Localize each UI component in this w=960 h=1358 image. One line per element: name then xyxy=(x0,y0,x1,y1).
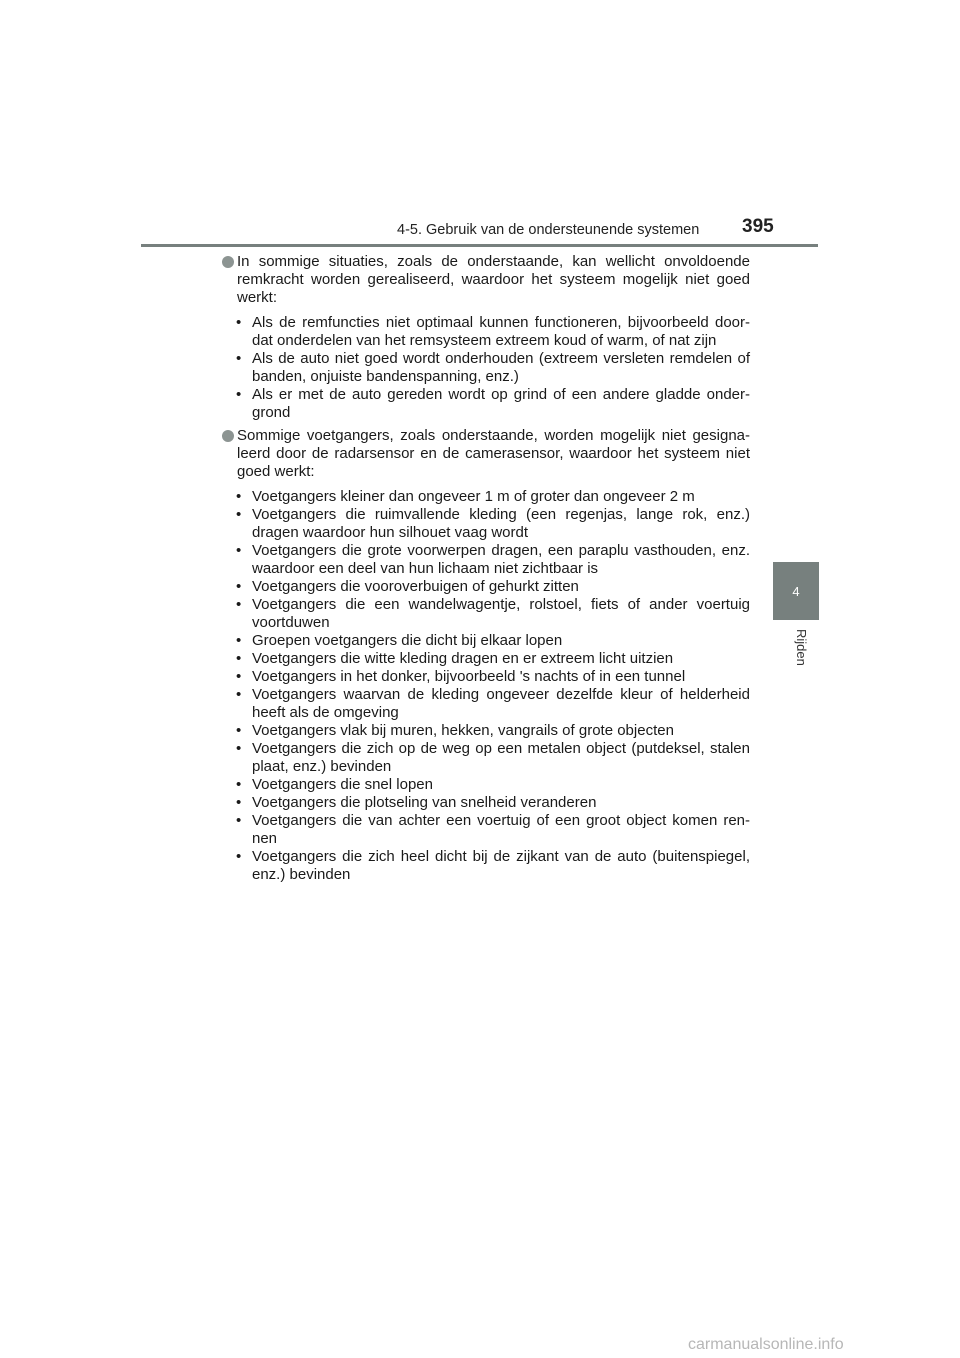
section xyxy=(222,427,750,481)
list-item-text: Voetgangers vlak bij muren, hekken, vangrails of grote objecten xyxy=(252,722,674,739)
list-item-text: Als er met de auto gereden wordt op grind of een andere gladde onder-grond xyxy=(252,386,750,421)
list-item-text: Voetgangers die snel lopen xyxy=(252,776,433,793)
bullet-dot-icon: • xyxy=(236,794,242,811)
list-item xyxy=(222,812,750,848)
list-item xyxy=(222,350,750,386)
list-item xyxy=(222,386,750,422)
list-item xyxy=(222,314,750,350)
list-item xyxy=(222,542,750,578)
section-intro: Sommige voetgangers, zoals onderstaande, worden mogelijk niet gesigna-leerd door de radarsensor en de camerasensor, waardoor het systeem niet goed werkt: xyxy=(237,427,750,480)
pedestrian-list xyxy=(222,488,750,884)
list-item xyxy=(222,722,750,740)
section-intro: In sommige situaties, zoals de onderstaande, kan wellicht onvoldoende remkracht worden gerealiseerd, waardoor het systeem mogelijk niet goed werkt: xyxy=(237,253,750,306)
chapter-tab[interactable] xyxy=(773,562,819,620)
chapter-tab-label: Rijden xyxy=(794,629,809,666)
bullet-dot-icon: • xyxy=(236,542,242,559)
list-item-text: Voetgangers die zich op de weg op een metalen object (putdeksel, stalen plaat, enz.) bevinden xyxy=(252,740,750,775)
bullet-dot-icon: • xyxy=(236,488,242,505)
list-item xyxy=(222,668,750,686)
page-content xyxy=(222,253,750,884)
bullet-dot-icon: • xyxy=(236,506,242,523)
list-item xyxy=(222,632,750,650)
bullet-dot-icon: • xyxy=(236,686,242,703)
bullet-dot-icon: • xyxy=(236,350,242,367)
list-item-text: Voetgangers in het donker, bijvoorbeeld 's nachts of in een tunnel xyxy=(252,668,686,685)
list-item xyxy=(222,794,750,812)
chapter-tab-number: 4 xyxy=(792,583,800,599)
list-item-text: Voetgangers die een wandelwagentje, rolstoel, fiets of ander voertuig voortduwen xyxy=(252,596,750,631)
list-item xyxy=(222,650,750,668)
list-item-text: Als de remfuncties niet optimaal kunnen functioneren, bijvoorbeeld door-dat onderdelen van het remsysteem extreem koud of warm, of nat zijn xyxy=(252,314,750,349)
page-header-title: 4-5. Gebruik van de ondersteunende systemen xyxy=(397,222,700,238)
circle-bullet-icon xyxy=(222,430,234,442)
bullet-dot-icon: • xyxy=(236,848,242,865)
list-item xyxy=(222,488,750,506)
list-item-text: Voetgangers die witte kleding dragen en er extreem licht uitzien xyxy=(252,650,674,667)
list-item-text: Voetgangers waarvan de kleding ongeveer dezelfde kleur of helderheid heeft als de omgeving xyxy=(252,686,750,721)
bullet-dot-icon: • xyxy=(236,314,242,331)
list-item-text: Voetgangers die grote voorwerpen dragen, een paraplu vasthouden, enz. waardoor een deel van hun lichaam niet zichtbaar is xyxy=(252,542,750,577)
bullet-dot-icon: • xyxy=(236,812,242,829)
bullet-dot-icon: • xyxy=(236,740,242,757)
bullet-dot-icon: • xyxy=(236,668,242,685)
section xyxy=(222,253,750,307)
list-item xyxy=(222,578,750,596)
circle-bullet-icon xyxy=(222,256,234,268)
bullet-dot-icon: • xyxy=(236,776,242,793)
list-item xyxy=(222,848,750,884)
bullet-dot-icon: • xyxy=(236,386,242,403)
bullet-dot-icon: • xyxy=(236,722,242,739)
list-item-text: Groepen voetgangers die dicht bij elkaar lopen xyxy=(252,632,563,649)
list-item-text: Voetgangers die ruimvallende kleding (een regenjas, lange rok, enz.) dragen waardoor hun silhouet vaag wordt xyxy=(252,506,750,541)
bullet-dot-icon: • xyxy=(236,596,242,613)
watermark: carmanualsonline.info xyxy=(688,1336,844,1353)
list-item-text: Voetgangers die zich heel dicht bij de zijkant van de auto (buitenspiegel, enz.) bevinden xyxy=(252,848,750,883)
bullet-dot-icon: • xyxy=(236,578,242,595)
list-item-text: Voetgangers die vooroverbuigen of gehurkt zitten xyxy=(252,578,579,595)
list-item xyxy=(222,506,750,542)
bullet-dot-icon: • xyxy=(236,650,242,667)
list-item-text: Als de auto niet goed wordt onderhouden (extreem versleten remdelen of banden, onjuiste bandenspanning, enz.) xyxy=(252,350,750,385)
list-item-text: Voetgangers die plotseling van snelheid veranderen xyxy=(252,794,597,811)
list-item xyxy=(222,740,750,776)
list-item-text: Voetgangers kleiner dan ongeveer 1 m of groter dan ongeveer 2 m xyxy=(252,488,695,505)
header-rule xyxy=(141,244,818,247)
list-item xyxy=(222,776,750,794)
page-number: 395 xyxy=(742,216,774,237)
condition-list xyxy=(222,314,750,422)
list-item xyxy=(222,596,750,632)
bullet-dot-icon: • xyxy=(236,632,242,649)
list-item xyxy=(222,686,750,722)
list-item-text: Voetgangers die van achter een voertuig of een groot object komen ren-nen xyxy=(252,812,750,847)
